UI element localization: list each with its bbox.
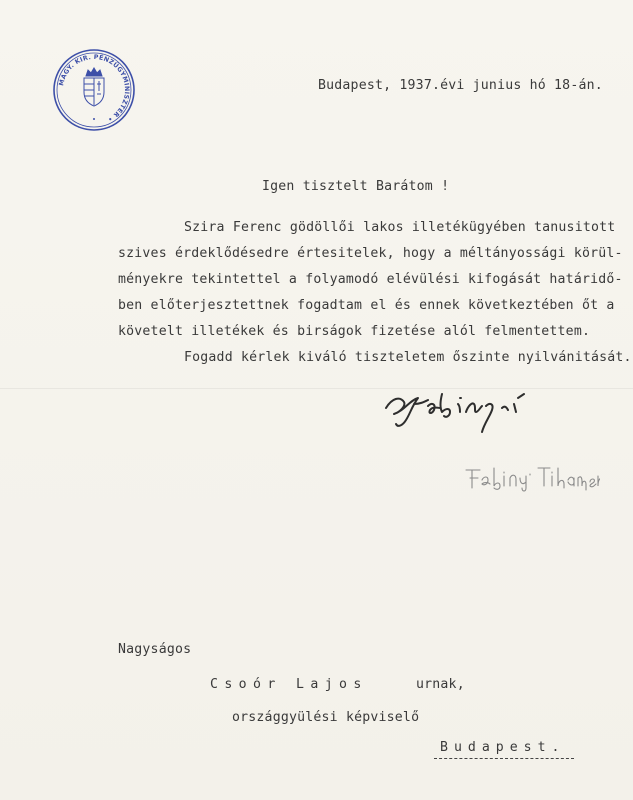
- ministry-seal: [52, 48, 136, 132]
- body-line: ményekre tekintettel a folyamodó elévülési kifogását határidő-: [118, 272, 623, 287]
- letter-salutation: Igen tisztelt Barátom !: [262, 179, 450, 194]
- addressee-suffix: urnak,: [416, 677, 465, 692]
- svg-text:MAGY. KIR. PÉNZÜGYMINISZTER •: MAGY. KIR. PÉNZÜGYMINISZTER •: [58, 53, 131, 123]
- addressee-name: Csoór Lajos: [210, 677, 368, 692]
- pencil-annotation: [460, 460, 600, 492]
- addressee-title: országgyülési képviselő: [232, 710, 420, 725]
- letter-date: Budapest, 1937.évi junius hó 18-án.: [318, 78, 603, 93]
- address-salutation: Nagyságos: [118, 642, 192, 657]
- body-line: Szira Ferenc gödöllői lakos illetékügyében tanusitott: [184, 220, 616, 235]
- hungarian-coat-of-arms-icon: [84, 68, 104, 106]
- body-line: ben előterjesztettnek fogadtam el és ennek következtében őt a: [118, 298, 615, 313]
- body-line: szives érdeklődésedre értesitelek, hogy a méltányossági körül-: [118, 246, 623, 261]
- city-underline: [434, 758, 574, 759]
- body-line: követelt illetékek és birságok fizetése alól felmentettem.: [118, 324, 591, 339]
- body-line: Fogadd kérlek kiváló tiszteletem őszinte nyilvánitását.: [184, 350, 632, 365]
- handwritten-signature: [376, 380, 546, 440]
- addressee-city: Budapest.: [440, 740, 566, 755]
